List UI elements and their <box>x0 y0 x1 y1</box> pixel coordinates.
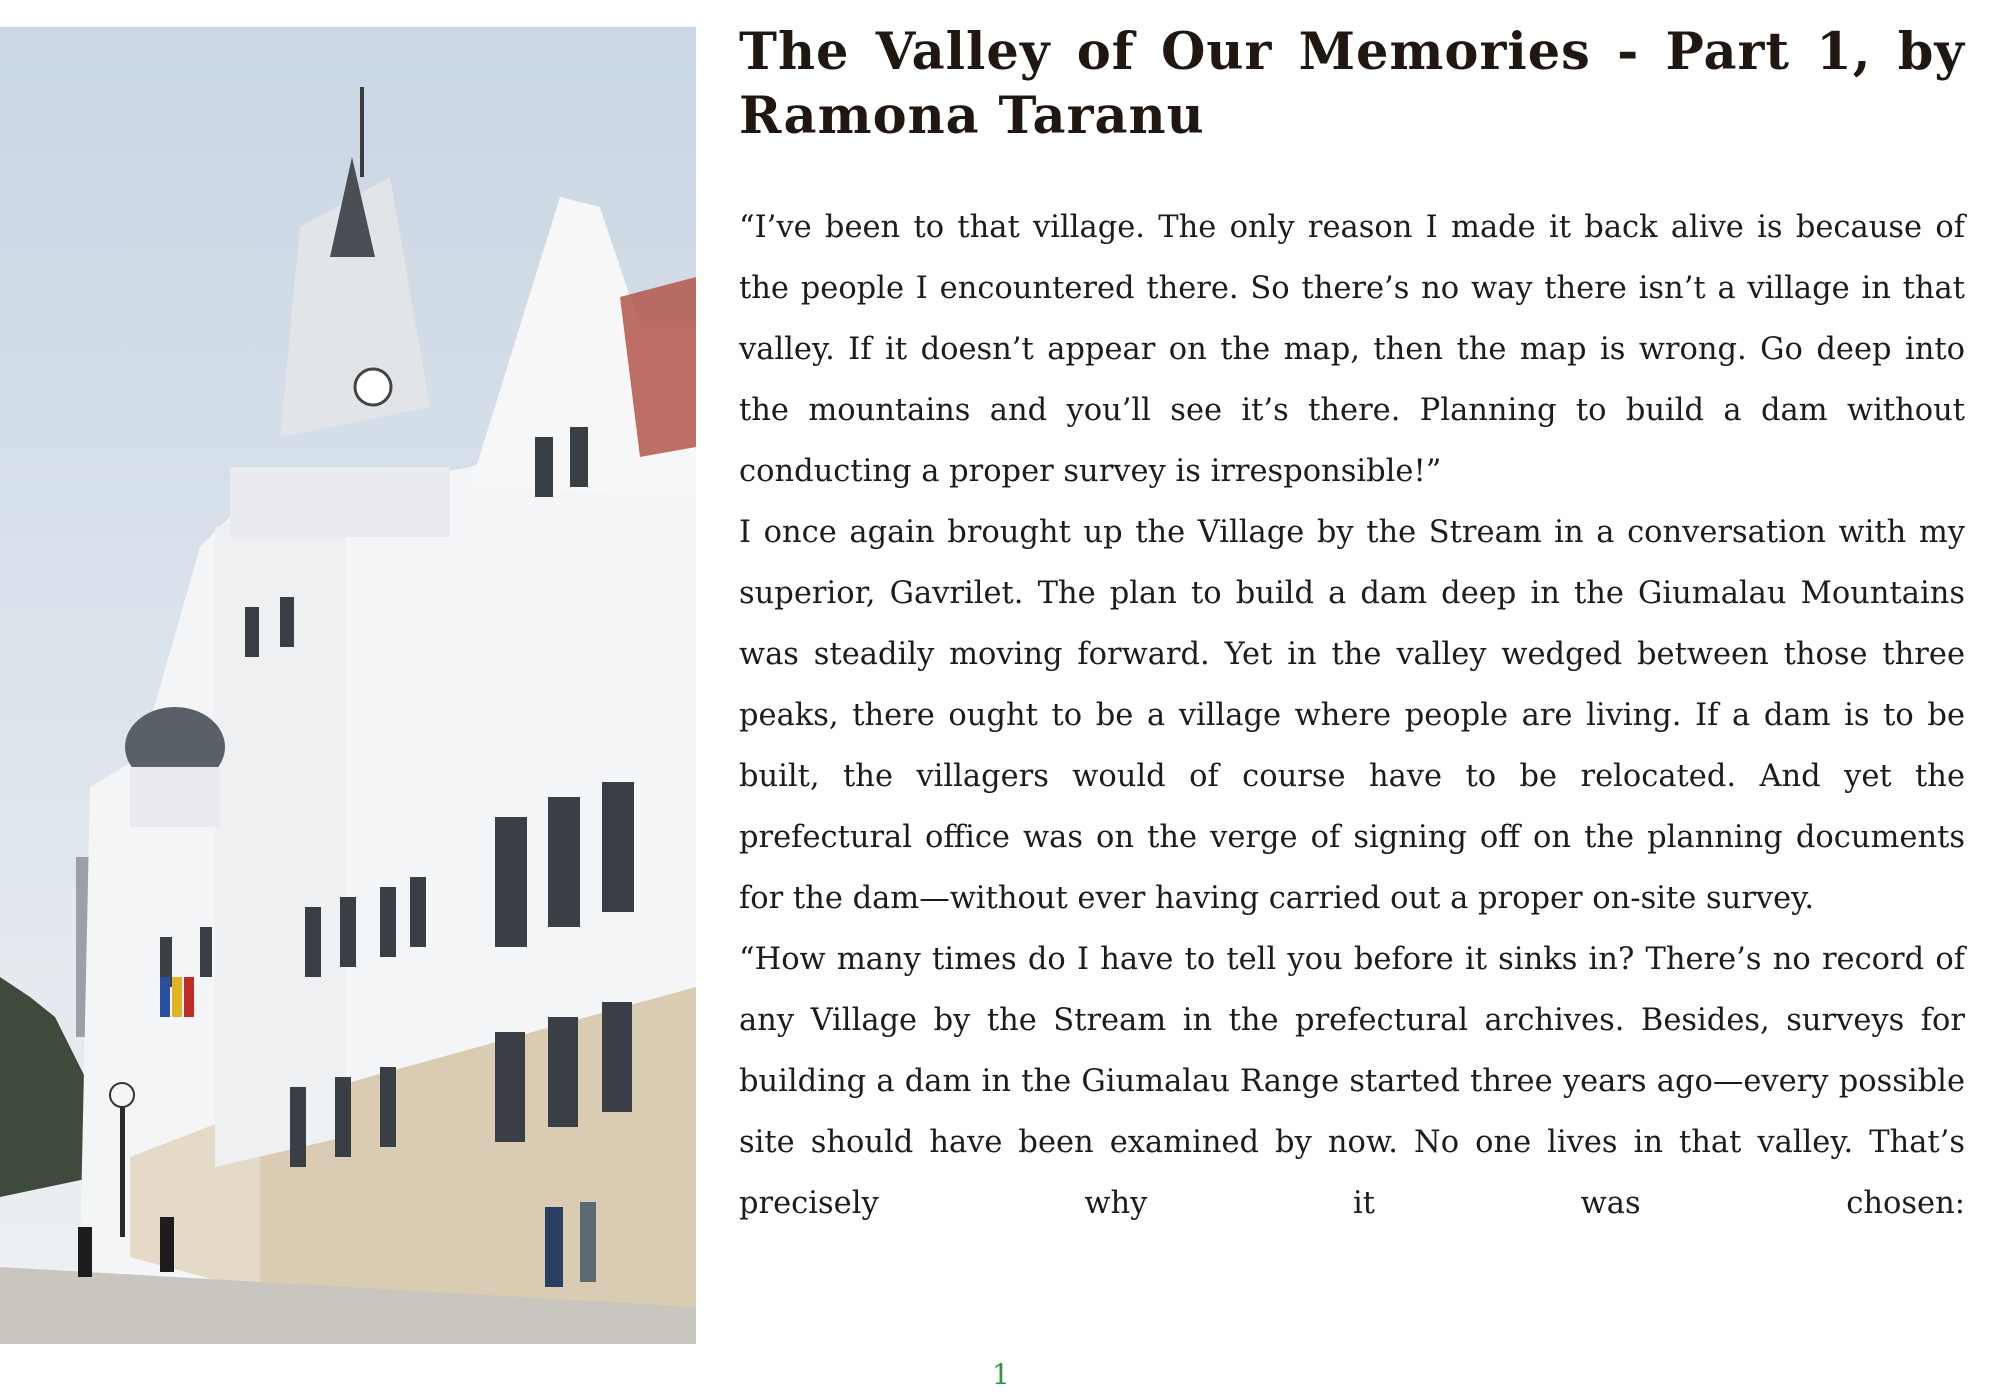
paragraph-3: “How many times do I have to tell you before it sinks in? There’s no record of any Village by the Stream in the prefectural archives. Besides, surveys for building a dam in the Giumalau Range started three years ago—every possible site should have been examined by now. No one lives in that valley. That’s precisely why it was chosen: <box>739 942 1965 1221</box>
page-number: 1 <box>992 1358 1010 1391</box>
article-title: The Valley of Our Memories - Part 1, by Ramona Taranu <box>739 22 1965 146</box>
building-photo <box>0 27 696 1344</box>
paragraph-1: “I’ve been to that village. The only reason I made it back alive is because of the people I encountered there. So there’s no way there isn’t a village in that valley. If it doesn’t appear on the map, then the map is wrong. Go deep into the mountains and you’ll see it’s there. Planning to build a dam without conducting a proper survey is irresponsible!” <box>739 210 1965 489</box>
article-body <box>739 197 1965 1234</box>
paragraph-2: I once again brought up the Village by the Stream in a conversation with my superior, Gavrilet. The plan to build a dam deep in the Giumalau Mountains was steadily moving forward. Yet in the valley wedged between those three peaks, there ought to be a village where people are living. If a dam is to be built, the villagers would of course have to be relocated. And yet the prefectural office was on the verge of signing off on the planning documents for the dam—without ever having carried out a proper on-site survey. <box>739 515 1965 916</box>
